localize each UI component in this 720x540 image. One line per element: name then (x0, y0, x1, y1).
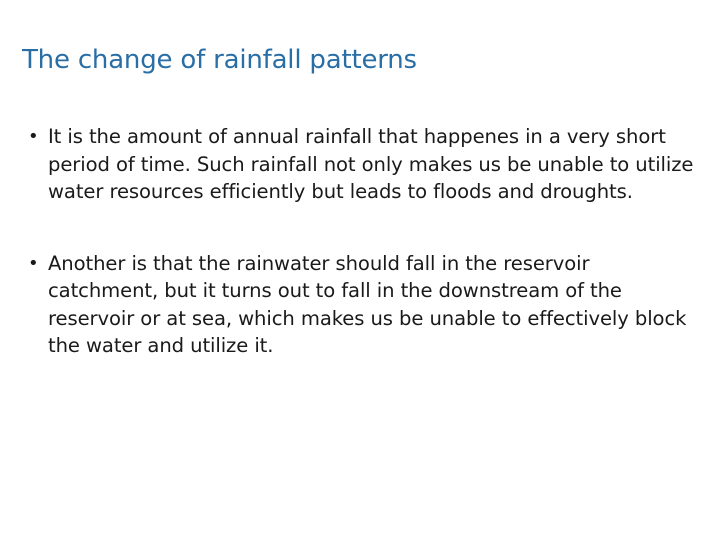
bullet-marker-icon: • (28, 126, 39, 147)
bullet-marker-icon: • (28, 252, 39, 274)
bullet-list (28, 123, 696, 404)
bullet-text: Another is that the rainwater should fall in the reservoir catchment, but it turns out to fall in the downstream of the reservoir or at sea, which makes us be unable to effectively block the water and utilize it. (48, 251, 687, 357)
slide-title: The change of rainfall patterns (22, 45, 417, 75)
bullet-text: It is the amount of annual rainfall that happenes in a very short period of time. Such rainfall not only makes us be unable to utilize water resources efficiently but leads to floods and droughts. (48, 125, 694, 203)
bullet-item-1 (28, 123, 696, 206)
bullet-item-2 (28, 250, 696, 360)
